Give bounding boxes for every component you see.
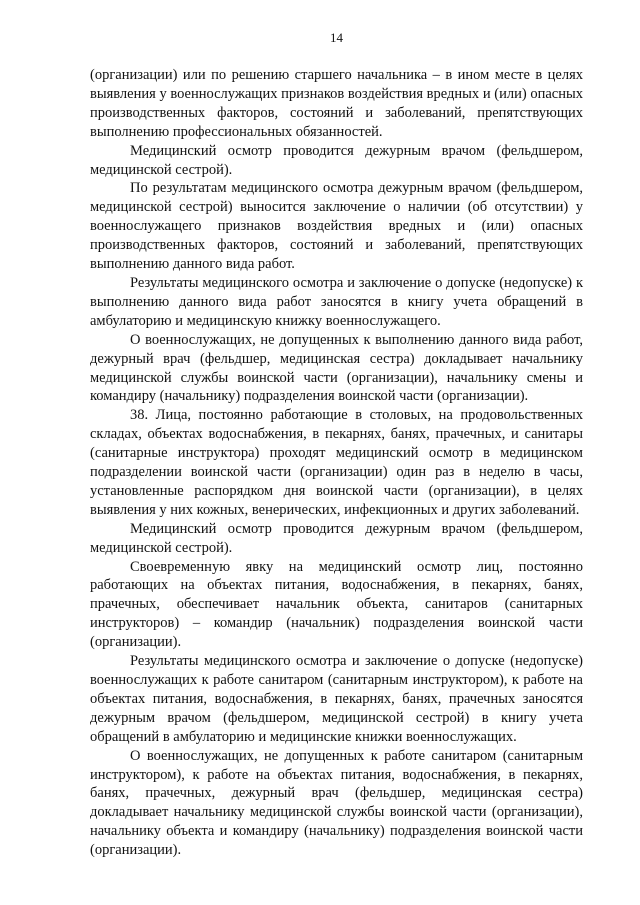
paragraph-results-recording-2: Результаты медицинского осмотра и заключение о допуске (недопуске) военнослужащих к работе санитаром (санитарным инструктором), к работе на объектах питания, водоснабжения, в пекарнях, банях, прачечных заносятся дежурным врачом (фельдшером, медицинской сестрой) в книгу учета обращений в амбулаторию и медицинские книжки военнослужащих. [90,653,583,745]
paragraph-continuation: (организации) или по решению старшего начальника – в ином месте в целях выявления у военнослужащих признаков воздействия вредных и (или) опасных производственных факторов, состояний и заболеваний, препятствующих выполнению профессиональных обязанностей. [90,67,583,140]
paragraph-exam-results-recording: Результаты медицинского осмотра и заключение о допуске (недопуске) к выполнению данного вида работ заносятся в книгу учета обращений в амбулаторию и медицинскую книжку военнослужащего. [90,274,583,329]
paragraph-exam-performer-2: Медицинский осмотр проводится дежурным врачом (фельдшером, медицинской сестрой). [90,520,583,556]
paragraph-not-admitted-report: О военнослужащих, не допущенных к выполнению данного вида работ, дежурный врач (фельдшер, медицинская сестра) докладывает начальнику медицинской службы воинской части (организации), начальнику смены и командиру (начальнику) подразделения воинской части (организации). [90,331,583,405]
page-number: 14 [330,30,343,45]
paragraph-exam-performer: Медицинский осмотр проводится дежурным врачом (фельдшером, медицинской сестрой). [90,142,583,178]
paragraph-timely-attendance: Своевременную явку на медицинский осмотр лиц, постоянно работающих на объектах питания, водоснабжения, в пекарнях, банях, прачечных, обеспечивает начальник объекта, санитаров (санитарных инструкторов) – командир (начальник) подразделения воинской части (организации). [90,558,583,651]
paragraph-not-admitted-report-2: О военнослужащих, не допущенных к работе санитаром (санитарным инструктором), к работе на объектах питания, водоснабжения, в пекарнях, банях, прачечных, дежурный врач (фельдшер, медицинская сестра) докладывает начальнику медицинской службы воинской части (организации), начальнику объекта и командиру (начальнику) подразделения воинской части (организации). [90,747,583,859]
paragraph-item-38: 38. Лица, постоянно работающие в столовых, на продовольственных складах, объектах водоснабжения, в пекарнях, банях, прачечных, и санитары (санитарные инструктора) проходят медицинский осмотр в медицинском подразделении воинской части (организации) один раз в неделю в часы, установленные распорядком дня воинской части (организации), в целях выявления у них кожных, венерических, инфекционных и других заболеваний. [90,407,583,518]
paragraph-exam-conclusion: По результатам медицинского осмотра дежурным врачом (фельдшером, медицинской сестрой) выносится заключение о наличии (об отсутствии) у военнослужащего признаков воздействия вредных и (или) опасных производственных факторов, состояний и заболеваний, препятствующих выполнению данного вида работ. [90,180,583,273]
